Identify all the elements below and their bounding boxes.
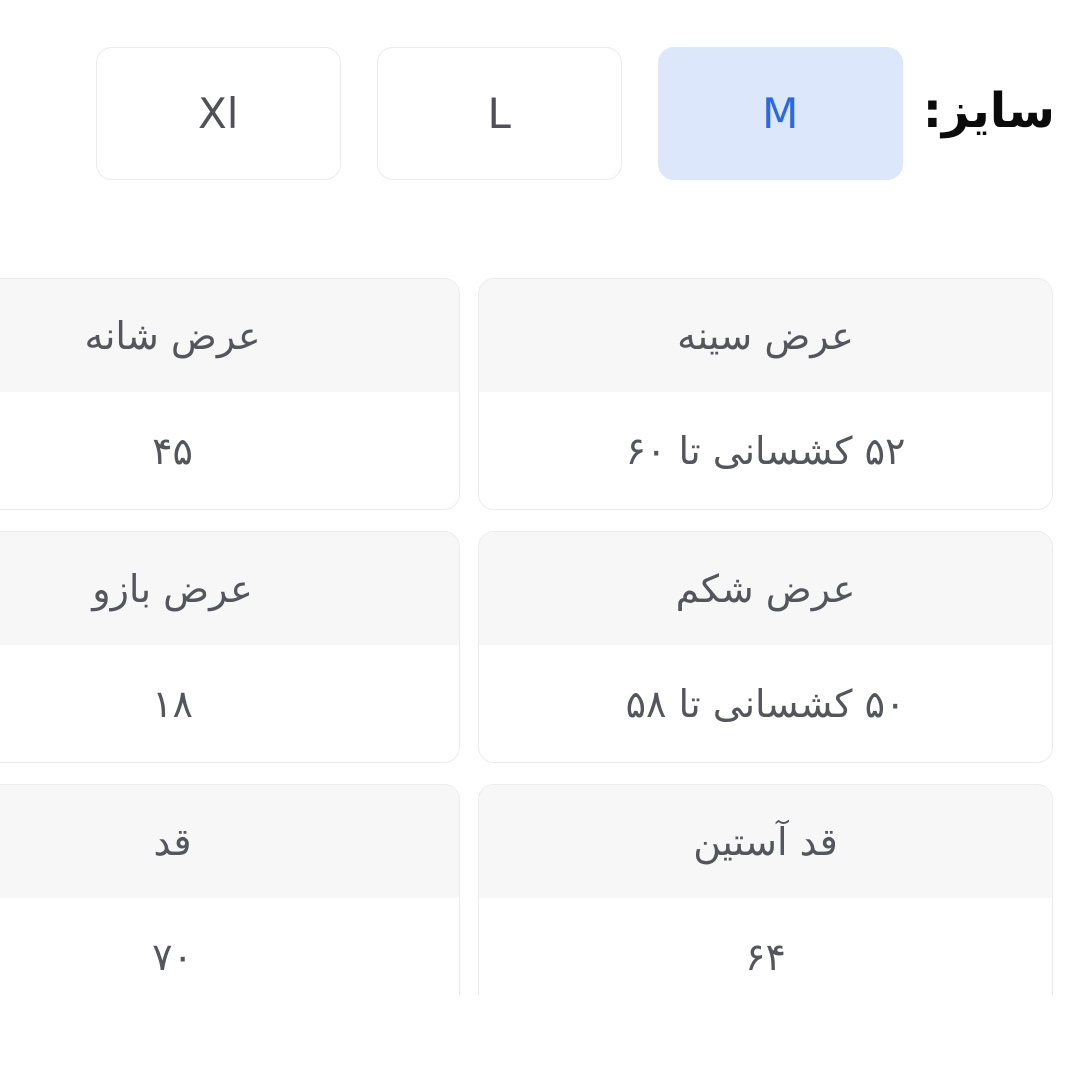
measure-label: عرض شانه <box>0 279 459 392</box>
measure-label: عرض بازو <box>0 532 459 645</box>
measure-card-chest-width <box>478 278 1053 510</box>
size-chart <box>0 278 1080 995</box>
size-option-m[interactable]: M <box>658 47 903 180</box>
size-selector-label: سایز: <box>922 82 1055 139</box>
measure-label: قد <box>0 785 459 898</box>
size-selector <box>0 47 1080 180</box>
measure-card-arm-width <box>0 531 460 763</box>
measure-label: قد آستین <box>479 785 1052 898</box>
size-option-xl[interactable]: Xl <box>96 47 341 180</box>
measure-value: ۴۵ <box>152 428 193 473</box>
size-chart-grid <box>0 278 1053 995</box>
measure-value: ۵۲ کشسانی تا ۶۰ <box>625 428 906 473</box>
measure-value: ۷۰ <box>152 934 193 979</box>
measure-label: عرض سینه <box>479 279 1052 392</box>
measure-value: ۵۰ کشسانی تا ۵۸ <box>625 681 906 726</box>
size-option-l[interactable]: L <box>377 47 622 180</box>
measure-value: ۶۴ <box>745 934 786 979</box>
measure-card-length <box>0 784 460 995</box>
measure-value: ۱۸ <box>152 681 193 726</box>
measure-card-shoulder-width <box>0 278 460 510</box>
measure-label: عرض شکم <box>479 532 1052 645</box>
measure-card-belly-width <box>478 531 1053 763</box>
measure-card-sleeve-length <box>478 784 1053 995</box>
